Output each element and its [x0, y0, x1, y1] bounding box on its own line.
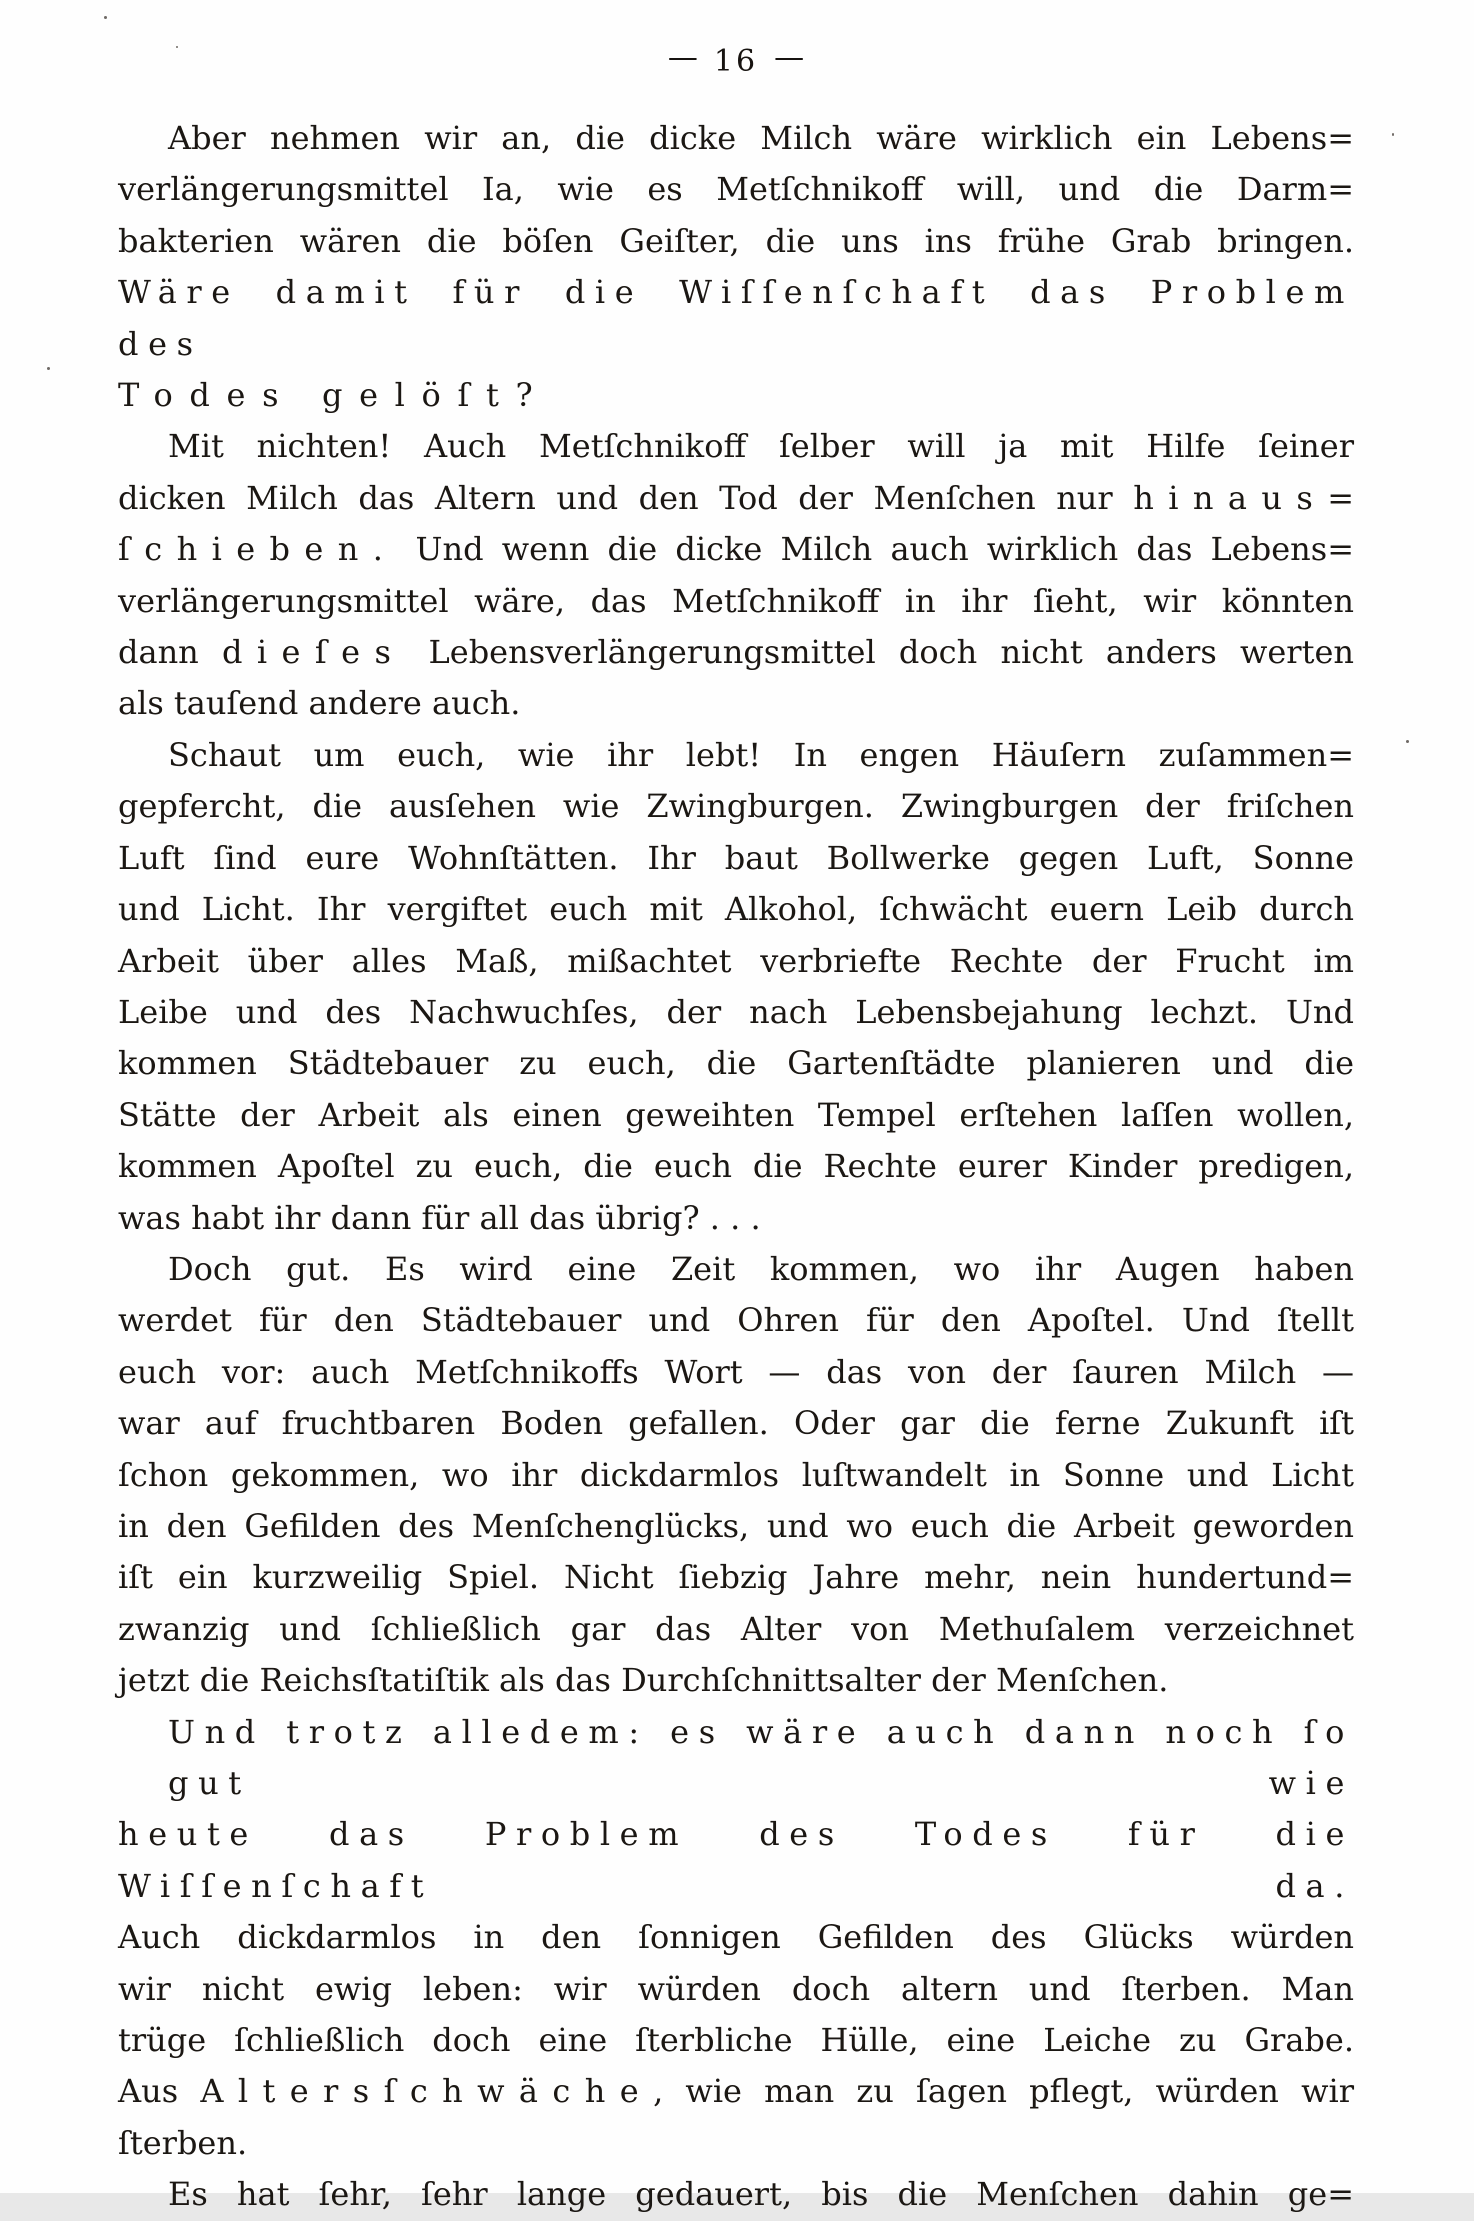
text-line: Doch gut. Es wird eine Zeit kommen, wo ihr Augen haben	[168, 1249, 1354, 1288]
text-line: Aber nehmen wir an, die dicke Milch wäre wirklich ein Lebens=	[168, 119, 1354, 157]
line-segment: Und wenn die dicke Milch auch wirklich das Lebens=	[397, 530, 1354, 569]
text-line: Luft ſind eure Wohnſtätten. Ihr baut Bollwerke gegen Luft, Sonne	[118, 838, 1354, 877]
text-line: Stätte der Arbeit als einen geweihten Tempel erſtehen laſſen wollen,	[118, 1095, 1354, 1134]
text-line: kommen Städtebauer zu euch, die Gartenſtädte planieren und die	[118, 1044, 1354, 1083]
line-segment-spaced: ſchieben.	[118, 530, 398, 569]
scan-speck	[104, 16, 107, 19]
text-line: werdet für den Städtebauer und Ohren für den Apoſtel. Und ſtellt	[118, 1301, 1354, 1340]
text-line: Auch dickdarmlos in den ſonnigen Gefilden des Glücks würden	[118, 1918, 1354, 1957]
line-segment-spaced: hinaus	[1133, 478, 1328, 517]
line-segment: , wie man zu ſagen pflegt, würden wir ſterben.	[118, 2072, 1355, 2162]
text-line: kommen Apoſtel zu euch, die euch die Rechte eurer Kinder predigen,	[118, 1147, 1354, 1186]
text-line: Schaut um euch, wie ihr lebt! In engen Häuſern zuſammen=	[168, 735, 1354, 774]
text-line: verlängerungsmittel wäre, das Metſchnikoff in ihr ſieht, wir könnten	[118, 581, 1354, 620]
text-line: trüge ſchließlich doch eine ſterbliche Hülle, eine Leiche zu Grabe.	[118, 2021, 1354, 2060]
page-number: 16	[713, 44, 759, 79]
text-line: Arbeit über alles Maß, mißachtet verbriefte Rechte der Frucht im	[118, 941, 1354, 980]
scan-speck	[1406, 740, 1409, 743]
text-line: iſt ein kurzweilig Spiel. Nicht ſiebzig Jahre mehr, nein hundertund=	[118, 1558, 1354, 1597]
text-line: Es hat ſehr, ſehr lange gedauert, bis die Menſchen dahin ge=	[168, 2175, 1354, 2214]
text-line	[118, 627, 1354, 678]
line-segment-spaced: dieſes	[222, 633, 406, 672]
text-line: zwanzig und ſchließlich gar das Alter von Methuſalem verzeichnet	[118, 1609, 1354, 1648]
text-line: wir nicht ewig leben: wir würden doch altern und ſterben. Man	[118, 1969, 1354, 2008]
text-line	[118, 524, 1354, 575]
header-dash: —	[667, 40, 698, 75]
line-segment: dann	[118, 633, 223, 672]
text-line: was habt ihr dann für all das übrig? . . .	[118, 1198, 761, 1237]
text-line: und Licht. Ihr vergiftet euch mit Alkohol, ſchwächt euern Leib durch	[118, 890, 1354, 929]
text-line: heute das Problem des Todes für die Wiſſenſchaft da.	[118, 1815, 1354, 1905]
text-line: ſchon gekommen, wo ihr dickdarmlos luſtwandelt in Sonne und Licht	[118, 1455, 1354, 1494]
scan-speck	[1392, 133, 1394, 136]
line-segment: dicken Milch das Altern und den Tod der Menſchen nur	[118, 478, 1134, 517]
text-line: Wäre damit für die Wiſſenſchaft das Problem des	[118, 273, 1354, 363]
text-line	[118, 2066, 1354, 2169]
text-line: euch vor: auch Metſchnikoffs Wort — das von der ſauren Milch —	[118, 1352, 1354, 1391]
text-line: Mit nichten! Auch Metſchnikoff ſelber will ja mit Hilfe ſeiner	[168, 427, 1354, 466]
text-line: Todes gelöſt?	[118, 376, 550, 415]
scan-speck	[47, 367, 50, 370]
line-segment: =	[1327, 478, 1354, 517]
body-text	[118, 113, 1354, 2221]
text-line: verlängerungsmittel Ia, wie es Metſchnikoff will, und die Darm=	[118, 170, 1354, 209]
text-line: Und trotz alledem: es wäre auch dann noch ſo gut wie	[168, 1712, 1354, 1802]
text-line: Leibe und des Nachwuchſes, der nach Lebensbejahung lechzt. Und	[118, 992, 1354, 1031]
text-line	[118, 473, 1354, 524]
line-segment: Aus	[118, 2072, 201, 2111]
text-column	[118, 40, 1355, 2221]
page-header	[118, 40, 1354, 79]
text-line: war auf fruchtbaren Boden gefallen. Oder gar die ferne Zukunft iſt	[118, 1404, 1354, 1443]
text-line: als tauſend andere auch.	[118, 684, 521, 723]
text-line: bakterien wären die böſen Geiſter, die uns ins frühe Grab bringen.	[118, 221, 1354, 260]
text-line: gepfercht, die ausſehen wie Zwingburgen. Zwingburgen der friſchen	[118, 787, 1354, 826]
text-line: jetzt die Reichsſtatiſtik als das Durchſchnittsalter der Menſchen.	[118, 1661, 1169, 1700]
line-segment-spaced: Altersſchwäche	[200, 2072, 654, 2111]
header-dash: —	[774, 40, 805, 75]
line-segment: Lebensverlängerungsmittel doch nicht anders werten	[405, 633, 1355, 672]
text-line: in den Gefilden des Menſchenglücks, und wo euch die Arbeit geworden	[118, 1506, 1354, 1545]
